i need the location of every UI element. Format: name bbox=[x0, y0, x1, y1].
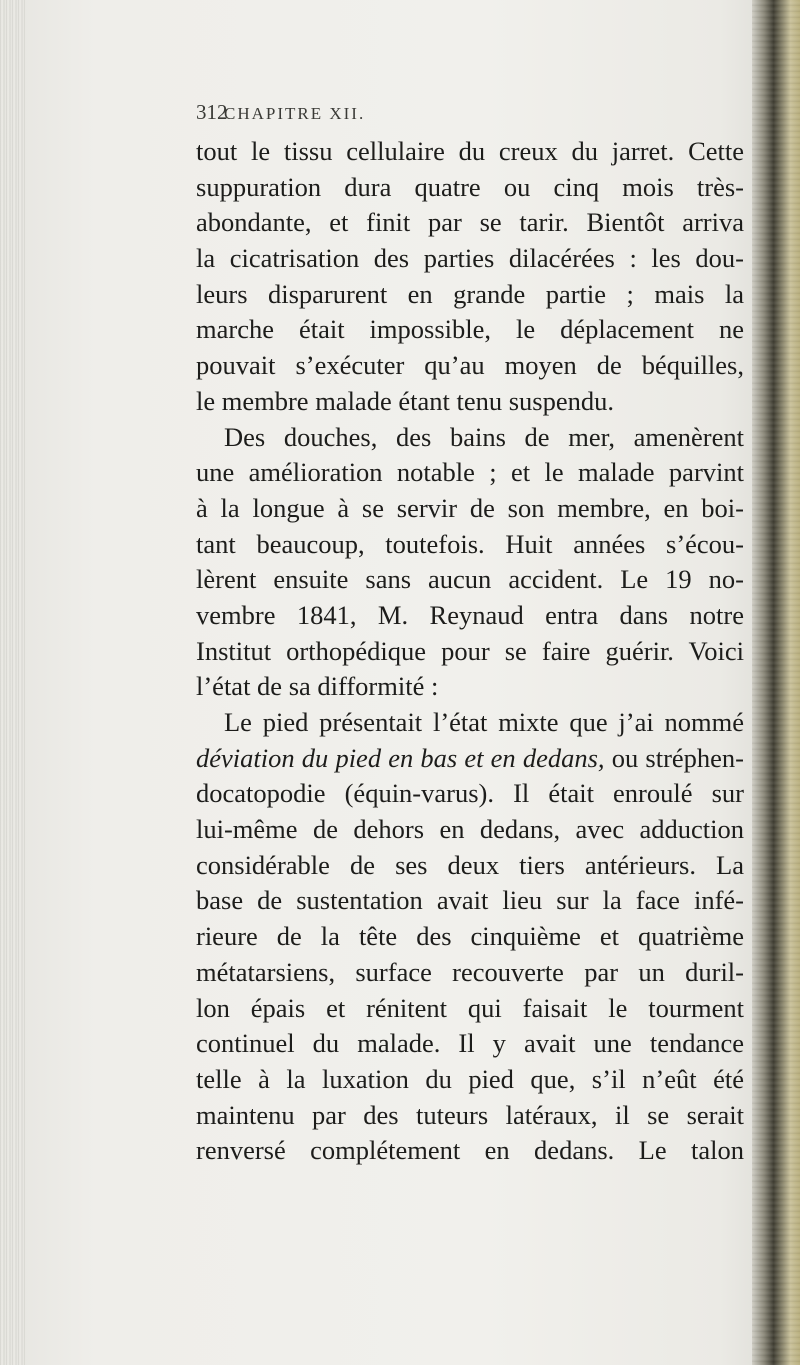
text-line-mixed bbox=[196, 741, 744, 777]
book-spine-edge bbox=[752, 0, 800, 1365]
text-line: le membre malade étant tenu suspendu. bbox=[196, 385, 614, 416]
text-line: vembre 1841, M. Reynaud entra dans notre bbox=[196, 599, 744, 630]
text-line: marche était impossible, le déplacement ne bbox=[196, 314, 744, 345]
text-line: la cicatrisation des parties dilacérées : les dou- bbox=[196, 243, 744, 274]
text-line: continuel du malade. Il y avait une tendance bbox=[196, 1028, 744, 1059]
text-line: Le pied présentait l’état mixte que j’ai nommé bbox=[224, 707, 744, 737]
text-line: renversé complétement en dedans. Le talon bbox=[196, 1135, 744, 1166]
text-line: pouvait s’exécuter qu’au moyen de béquilles, bbox=[196, 350, 744, 381]
text-line: rieure de la tête des cinquième et quatrième bbox=[196, 921, 744, 952]
text-fragment: ou stréphen- bbox=[611, 742, 744, 773]
text-line: Des douches, des bains de mer, amenèrent bbox=[224, 421, 744, 452]
text-line: abondante, et finit par se tarir. Bientôt arriva bbox=[196, 207, 744, 238]
text-line: base de sustentation avait lieu sur la face infé- bbox=[196, 885, 744, 916]
italic-term: déviation du pied en bas et en dedans, bbox=[196, 742, 605, 773]
text-line: suppuration dura quatre ou cinq mois très- bbox=[196, 171, 744, 202]
scan-left-edge bbox=[0, 0, 26, 1365]
text-line: docatopodie (équin-varus). Il était enroulé sur bbox=[196, 778, 744, 809]
text-line: tout le tissu cellulaire du creux du jarret. Cette bbox=[196, 136, 744, 166]
text-line: considérable de ses deux tiers antérieurs. La bbox=[196, 849, 744, 880]
text-line: lon épais et rénitent qui faisait le tourment bbox=[196, 992, 744, 1023]
page-number: 312 bbox=[196, 100, 228, 124]
text-line: métatarsiens, surface recouverte par un duril- bbox=[196, 956, 744, 987]
text-line: à la longue à se servir de son membre, en boi- bbox=[196, 492, 744, 523]
text-line: tant beaucoup, toutefois. Huit années s’écou- bbox=[196, 528, 744, 559]
body-text bbox=[196, 134, 744, 1169]
text-line: lèrent ensuite sans aucun accident. Le 19 no- bbox=[196, 564, 744, 595]
text-line: une amélioration notable ; et le malade parvint bbox=[196, 457, 744, 488]
text-line: l’état de sa difformité : bbox=[196, 671, 439, 702]
running-header: CHAPITRE XII. bbox=[224, 104, 366, 123]
text-line: leurs disparurent en grande partie ; mais la bbox=[196, 278, 744, 309]
text-line: maintenu par des tuteurs latéraux, il se serait bbox=[196, 1099, 744, 1130]
text-line: telle à la luxation du pied que, s’il n’eût été bbox=[196, 1063, 744, 1094]
text-line: lui-même de dehors en dedans, avec adduction bbox=[196, 814, 744, 845]
text-line: Institut orthopédique pour se faire guérir. Voici bbox=[196, 635, 744, 666]
